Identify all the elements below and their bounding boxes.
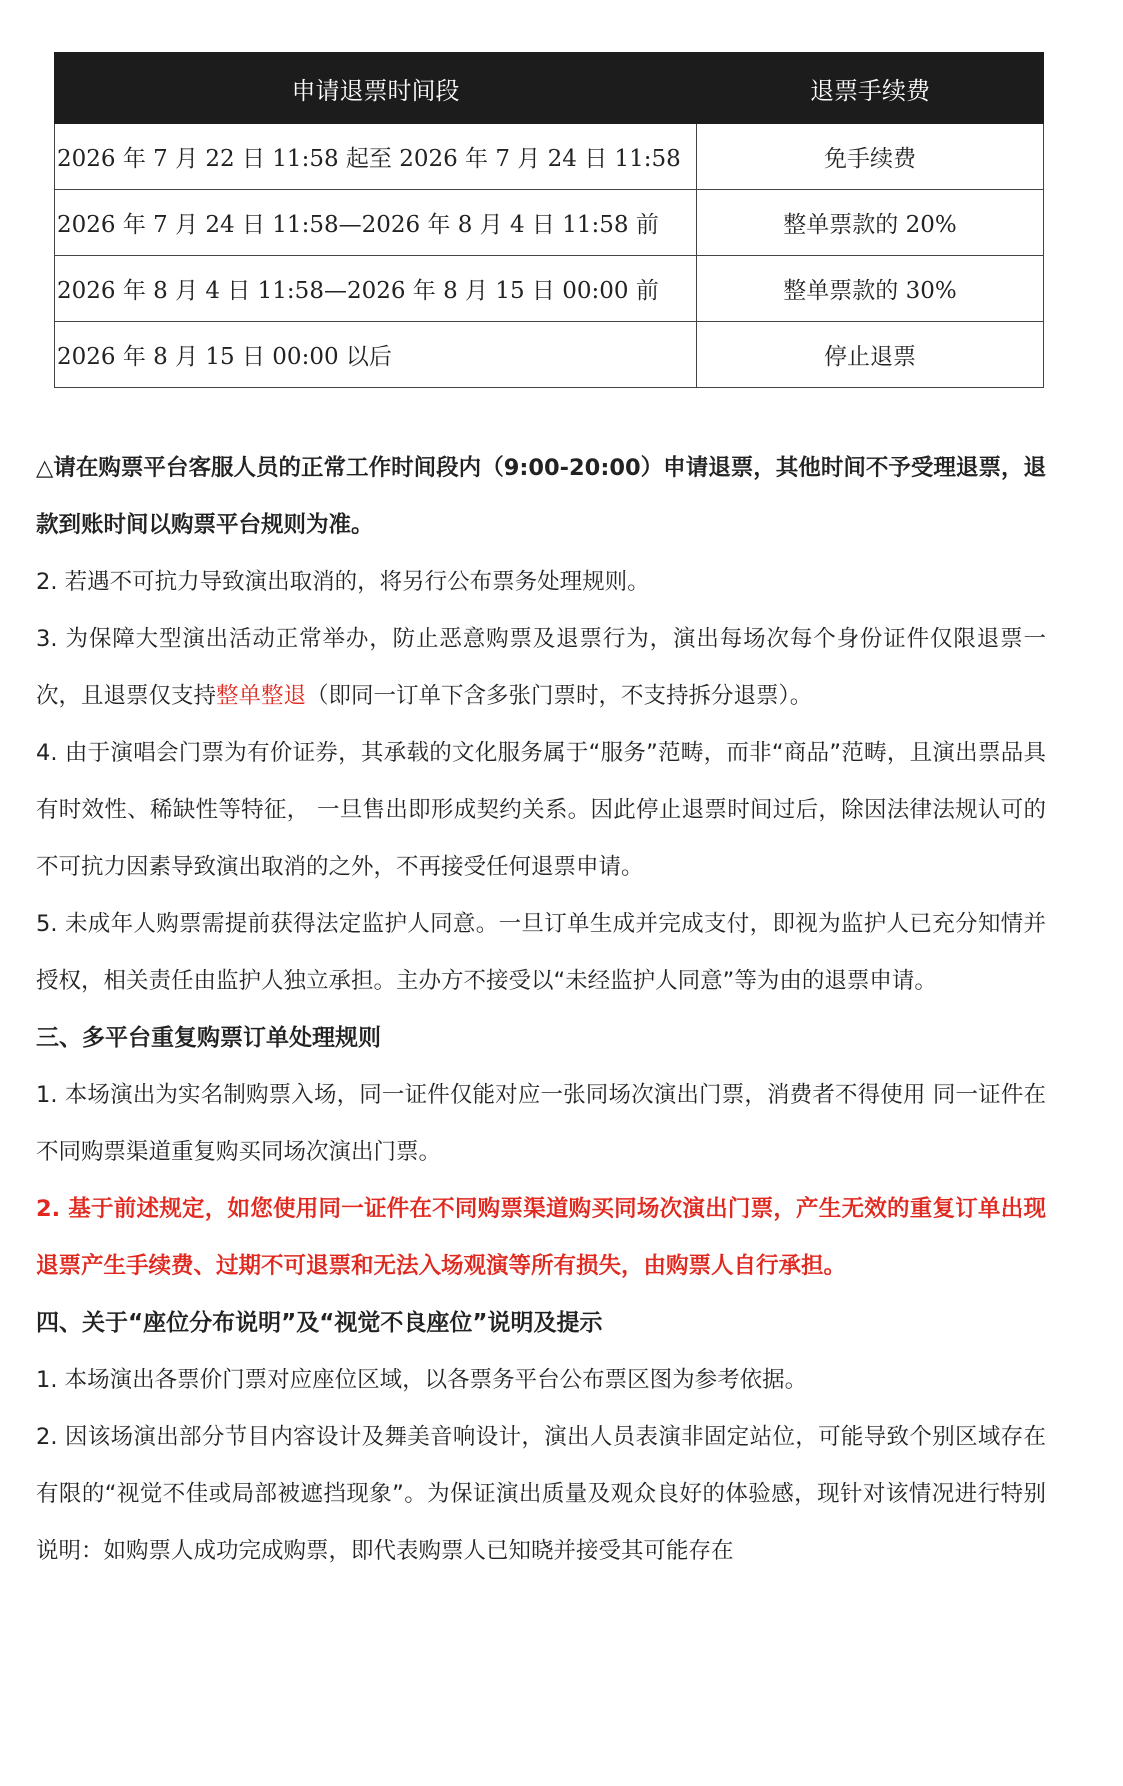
period-cell: 2026 年 8 月 4 日 11:58—2026 年 8 月 15 日 00:00 前 — [55, 256, 697, 322]
fee-cell: 整单票款的 30% — [697, 256, 1044, 322]
refund-fee-table — [54, 52, 1044, 388]
fee-cell: 整单票款的 20% — [697, 190, 1044, 256]
seat-rule-1: 1. 本场演出各票价门票对应座位区域，以各票务平台公布票区图为参考依据。 — [36, 1367, 808, 1393]
table-row — [55, 322, 1044, 388]
section-3-heading: 三、多平台重复购票订单处理规则 — [36, 1025, 381, 1051]
refund-rule-2: 2. 若遇不可抗力导致演出取消的，将另行公布票务处理规则。 — [36, 569, 650, 595]
refund-rule-3-text: 3. 为保障大型演出活动正常举办，防止恶意购票及退票行为，演出每场次每个身份证件仅限退票一次，且退票仅支持 — [36, 626, 1046, 709]
fee-cell: 免手续费 — [697, 124, 1044, 190]
table-header-row — [55, 53, 1044, 124]
refund-rule-5: 5. 未成年人购票需提前获得法定监护人同意。一旦订单生成并完成支付，即视为监护人已充分知情并授权，相关责任由监护人独立承担。主办方不接受以“未经监护人同意”等为由的退票申请。 — [36, 911, 1046, 994]
refund-rule-4: 4. 由于演唱会门票为有价证券，其承载的文化服务属于“服务”范畴，而非“商品”范畴，且演出票品具有时效性、稀缺性等特征， 一旦售出即形成契约关系。因此停止退票时间过后，除因法律法规认可的不可抗力因素导致演出取消的之外，不再接受任何退票申请。 — [36, 740, 1046, 880]
section-4-heading: 四、关于“座位分布说明”及“视觉不良座位”说明及提示 — [36, 1310, 603, 1336]
fee-cell: 停止退票 — [697, 322, 1044, 388]
period-cell: 2026 年 8 月 15 日 00:00 以后 — [55, 322, 697, 388]
table-row — [55, 124, 1044, 190]
header-period: 申请退票时间段 — [55, 53, 697, 124]
header-fee: 退票手续费 — [697, 53, 1044, 124]
refund-rule-3-note: （即同一订单下含多张门票时，不支持拆分退票）。 — [306, 683, 813, 709]
period-cell: 2026 年 7 月 22 日 11:58 起至 2026 年 7 月 24 日 11:58 — [55, 124, 697, 190]
duplicate-order-rule-2: 2. 基于前述规定，如您使用同一证件在不同购票渠道购买同场次演出门票，产生无效的重复订单出现退票产生手续费、过期不可退票和无法入场观演等所有损失，由购票人自行承担。 — [36, 1196, 1046, 1279]
period-cell: 2026 年 7 月 24 日 11:58—2026 年 8 月 4 日 11:58 前 — [55, 190, 697, 256]
whole-order-refund-highlight: 整单整退 — [216, 683, 307, 709]
table-row — [55, 190, 1044, 256]
duplicate-order-rule-1: 1. 本场演出为实名制购票入场，同一证件仅能对应一张同场次演出门票，消费者不得使用 同一证件在不同购票渠道重复购买同场次演出门票。 — [36, 1082, 1046, 1165]
refund-rule-3 — [36, 611, 1046, 725]
seat-rule-2: 2. 因该场演出部分节目内容设计及舞美音响设计，演出人员表演非固定站位，可能导致个别区域存在有限的“视觉不佳或局部被遮挡现象”。为保证演出质量及观众良好的体验感，现针对该情况进行特别说明：如购票人成功完成购票，即代表购票人已知晓并接受其可能存在 — [36, 1424, 1046, 1564]
service-hours-notice: △请在购票平台客服人员的正常工作时间段内（9:00-20:00）申请退票，其他时间不予受理退票，退款到账时间以购票平台规则为准。 — [36, 455, 1046, 538]
rules-content — [36, 440, 1046, 1580]
table-row — [55, 256, 1044, 322]
